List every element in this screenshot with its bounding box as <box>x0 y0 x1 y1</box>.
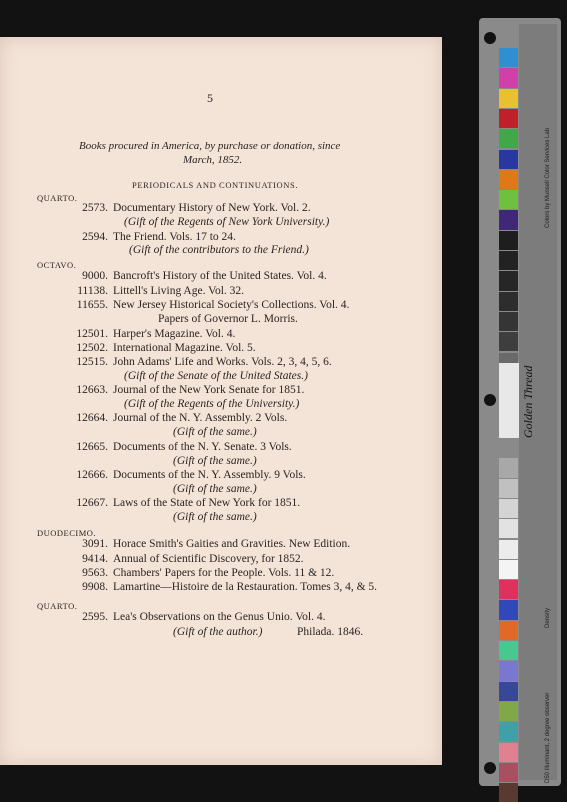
entry-number: 9000. <box>82 270 108 282</box>
entry-number: 11655. <box>76 299 108 311</box>
color-swatch <box>499 783 518 802</box>
entry-title: Documentary History of New York. Vol. 2. <box>113 202 311 214</box>
entry-gift-note: (Gift of the Regents of the University.) <box>124 398 300 410</box>
punch-hole <box>484 32 496 44</box>
entry-gift-note: (Gift of the author.) <box>173 626 263 638</box>
entry-number: 12663. <box>76 384 108 396</box>
color-swatch <box>499 682 518 701</box>
color-swatch <box>499 600 518 619</box>
checker-top-caption: Colors by Munsell Color Services Lab <box>545 127 551 228</box>
color-swatch <box>499 48 518 67</box>
color-swatch <box>499 479 518 498</box>
entry-number: 12515. <box>76 356 108 368</box>
color-swatch <box>499 150 518 169</box>
color-swatch <box>499 89 518 108</box>
density-label: Density <box>545 607 551 628</box>
entry-title: Lea's Observations on the Genus Unio. Vol. 4. <box>113 611 326 623</box>
entry-title: Laws of the State of New York for 1851. <box>113 497 301 509</box>
entry-title: Littell's Living Age. Vol. 32. <box>113 285 245 297</box>
entry-number: 11138. <box>77 285 108 297</box>
entry-number: 9414. <box>82 553 108 565</box>
color-swatch <box>499 271 518 290</box>
color-swatch <box>499 458 518 477</box>
punch-hole <box>484 762 496 774</box>
entry-title: New Jersey Historical Society's Collections. Vol. 4. <box>113 299 350 311</box>
entry-publication-info: Philada. 1846. <box>297 626 364 638</box>
color-swatch <box>499 743 518 762</box>
entry-title: Lamartine—Histoire de la Restauration. Tomes 3, 4, & 5. <box>113 581 378 593</box>
entry-title: The Friend. Vols. 17 to 24. <box>113 231 236 243</box>
entry-gift-note: (Gift of the same.) <box>173 455 257 467</box>
heading-line-1: Books procured in America, by purchase or donation, since <box>79 140 341 152</box>
color-swatch <box>499 170 518 189</box>
entry-number: 9563. <box>82 567 108 579</box>
entry-title: Documents of the N. Y. Senate. 3 Vols. <box>113 441 292 453</box>
entry-title: Chambers' Papers for the People. Vols. 11 & 12. <box>113 567 335 579</box>
entry-number: 12664. <box>76 412 108 424</box>
entry-number: 2573. <box>82 202 108 214</box>
checker-bottom-caption: D50 Illuminant, 2 degree observer <box>545 692 551 783</box>
page-number: 5 <box>207 91 213 105</box>
color-swatch <box>499 292 518 311</box>
entry-number: 2595. <box>82 611 108 623</box>
section-label-duodecimo: DUODECIMO. <box>37 528 97 538</box>
entry-title: Bancroft's History of the United States. Vol. 4. <box>113 270 327 282</box>
section-label-octavo: OCTAVO. <box>37 260 77 270</box>
entry-title: International Magazine. Vol. 5. <box>113 342 256 354</box>
entry-number: 12501. <box>76 328 108 340</box>
entry-gift-note: (Gift of the same.) <box>173 426 257 438</box>
section-label-quarto: QUARTO. <box>37 193 78 203</box>
color-swatch <box>499 251 518 270</box>
entry-title: Journal of the N. Y. Assembly. 2 Vols. <box>113 412 288 424</box>
entry-title: John Adams' Life and Works. Vols. 2, 3, 4, 5, 6. <box>113 356 332 368</box>
color-checker-strip <box>479 18 561 786</box>
color-swatch <box>499 499 518 518</box>
color-swatch <box>499 519 518 538</box>
color-swatch <box>499 540 518 559</box>
entry-number: 12665. <box>76 441 108 453</box>
entry-gift-note: (Gift of the same.) <box>173 511 257 523</box>
entry-number: 12667. <box>76 497 108 509</box>
heading-line-2: March, 1852. <box>183 154 243 166</box>
color-swatch <box>499 312 518 331</box>
section-label-quarto: QUARTO. <box>37 601 78 611</box>
entry-title: Documents of the N. Y. Assembly. 9 Vols. <box>113 469 306 481</box>
section-title: PERIODICALS AND CONTINUATIONS. <box>132 180 299 190</box>
color-swatch <box>499 763 518 782</box>
entry-gift-note: (Gift of the Regents of New York University.) <box>124 216 330 228</box>
entry-title: Annual of Scientific Discovery, for 1852. <box>113 553 304 565</box>
color-swatch <box>499 641 518 660</box>
color-swatch <box>499 702 518 721</box>
color-swatch <box>499 129 518 148</box>
color-swatch <box>499 109 518 128</box>
color-swatch <box>499 231 518 250</box>
entry-gift-note: (Gift of the Senate of the United States.) <box>124 370 308 382</box>
entry-number: 2594. <box>82 231 108 243</box>
color-swatch <box>499 560 518 579</box>
color-swatch <box>499 210 518 229</box>
color-swatch <box>499 438 518 457</box>
color-swatch <box>499 661 518 680</box>
color-swatch <box>499 722 518 741</box>
punch-hole <box>484 394 496 406</box>
entry-number: 3091. <box>82 538 108 550</box>
entry-title: Harper's Magazine. Vol. 4. <box>113 328 236 340</box>
book-page <box>0 37 442 765</box>
entry-gift-note: (Gift of the same.) <box>173 483 257 495</box>
entry-gift-note: (Gift of the contributors to the Friend.) <box>129 244 309 256</box>
entry-number: 9908. <box>82 581 108 593</box>
logo-panel <box>499 363 519 438</box>
entry-number: 12502. <box>76 342 108 354</box>
entry-title: Journal of the New York Senate for 1851. <box>113 384 305 396</box>
color-swatch <box>499 621 518 640</box>
color-swatch <box>499 580 518 599</box>
color-swatch <box>499 190 518 209</box>
color-swatch <box>499 332 518 351</box>
entry-number: 12666. <box>76 469 108 481</box>
entry-continuation: Papers of Governor L. Morris. <box>158 313 298 325</box>
entry-title: Horace Smith's Gaities and Gravities. New Edition. <box>113 538 351 550</box>
brand-logo-text: Golden Thread <box>521 365 535 438</box>
color-swatch <box>499 68 518 87</box>
